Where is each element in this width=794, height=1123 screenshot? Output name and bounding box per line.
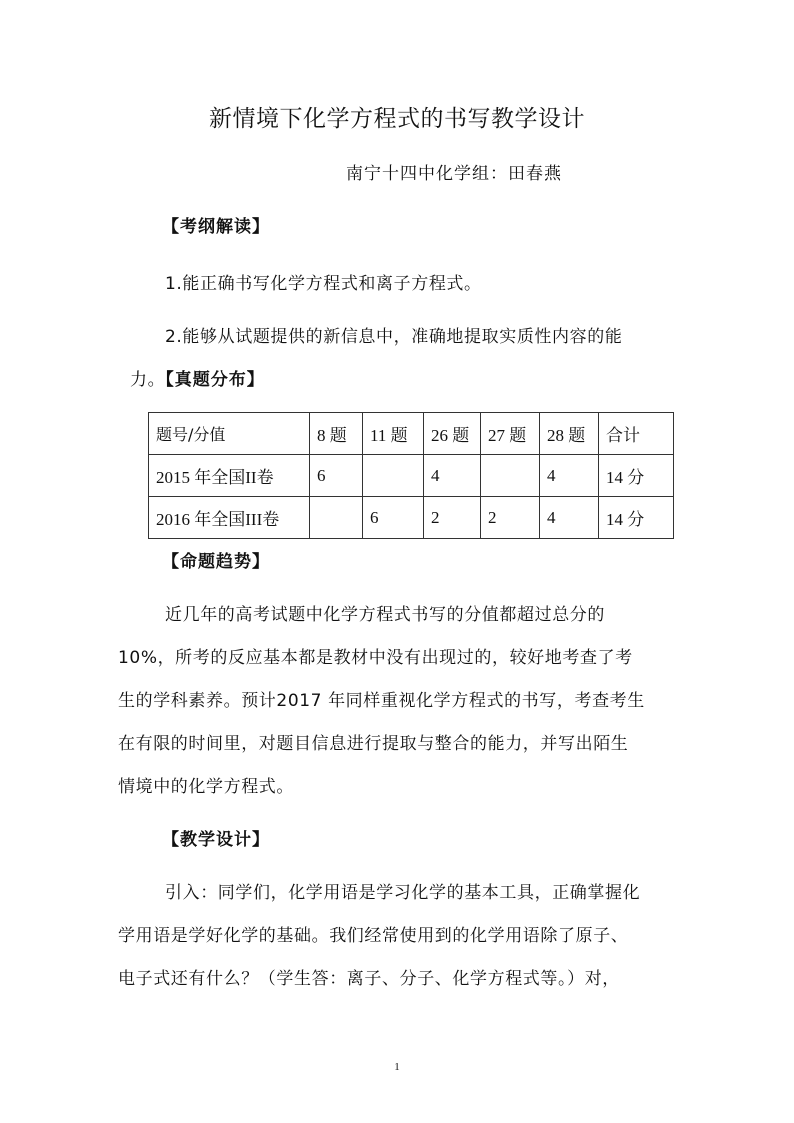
- table-cell: 2016 年全国III卷: [149, 497, 310, 539]
- design-line-3: 电子式还有什么？（学生答：离子、分子、化学方程式等。）对，: [118, 969, 620, 989]
- trend-line-2: 10%，所考的反应基本都是教材中没有出现过的，较好地考查了考: [118, 648, 633, 668]
- page-number: 1: [394, 1061, 400, 1073]
- table-cell: 14 分: [599, 497, 674, 539]
- table-header-row: [149, 413, 674, 455]
- table-cell: 2015 年全国II卷: [149, 455, 310, 497]
- table-row: [149, 497, 674, 539]
- exam-distribution-table: [148, 412, 674, 539]
- table-row: [149, 455, 674, 497]
- trend-line-4: 在有限的时间里，对题目信息进行提取与整合的能力，并写出陌生: [118, 734, 629, 754]
- heading-trend: 【命题趋势】: [162, 552, 270, 572]
- kaogang-item-2-line-1: 2.能够从试题提供的新信息中，准确地提取实质性内容的能: [165, 327, 623, 347]
- table-cell: 4: [424, 455, 481, 497]
- table-cell: [363, 455, 424, 497]
- author-line: 南宁十四中化学组：田春燕: [346, 164, 562, 184]
- kaogang-item-1: 1.能正确书写化学方程式和离子方程式。: [165, 274, 482, 294]
- table-cell: 2: [424, 497, 481, 539]
- design-line-1: 引入：同学们，化学用语是学习化学的基本工具，正确掌握化: [165, 883, 641, 903]
- table-cell: 4: [540, 455, 599, 497]
- table-header-cell: 合计: [599, 413, 674, 455]
- table-cell: [481, 455, 540, 497]
- trend-line-5: 情境中的化学方程式。: [118, 777, 294, 797]
- table-header-cell: 26 题: [424, 413, 481, 455]
- table-cell: [310, 497, 363, 539]
- table-cell: 6: [363, 497, 424, 539]
- document-title: 新情境下化学方程式的书写教学设计: [209, 106, 585, 132]
- table-header-cell: 题号/分值: [149, 413, 310, 455]
- table-cell: 14 分: [599, 455, 674, 497]
- heading-kaogang: 【考纲解读】: [162, 217, 270, 237]
- design-line-2: 学用语是学好化学的基础。我们经常使用到的化学用语除了原子、: [118, 926, 629, 946]
- trend-line-3: 生的学科素养。预计2017 年同样重视化学方程式的书写，考查考生: [118, 691, 645, 711]
- trend-line-1: 近几年的高考试题中化学方程式书写的分值都超过总分的: [165, 605, 605, 625]
- table-cell: 6: [310, 455, 363, 497]
- table-cell: 2: [481, 497, 540, 539]
- table-header-cell: 27 题: [481, 413, 540, 455]
- table-header-cell: 8 题: [310, 413, 363, 455]
- kaogang-item-2-line-2: [130, 368, 265, 392]
- table-cell: 4: [540, 497, 599, 539]
- kaogang-item-2-text: 力。: [130, 370, 166, 390]
- table-header-cell: 11 题: [363, 413, 424, 455]
- heading-zhenti: 【真题分布】: [165, 370, 265, 390]
- heading-design: 【教学设计】: [162, 830, 270, 850]
- table-header-cell: 28 题: [540, 413, 599, 455]
